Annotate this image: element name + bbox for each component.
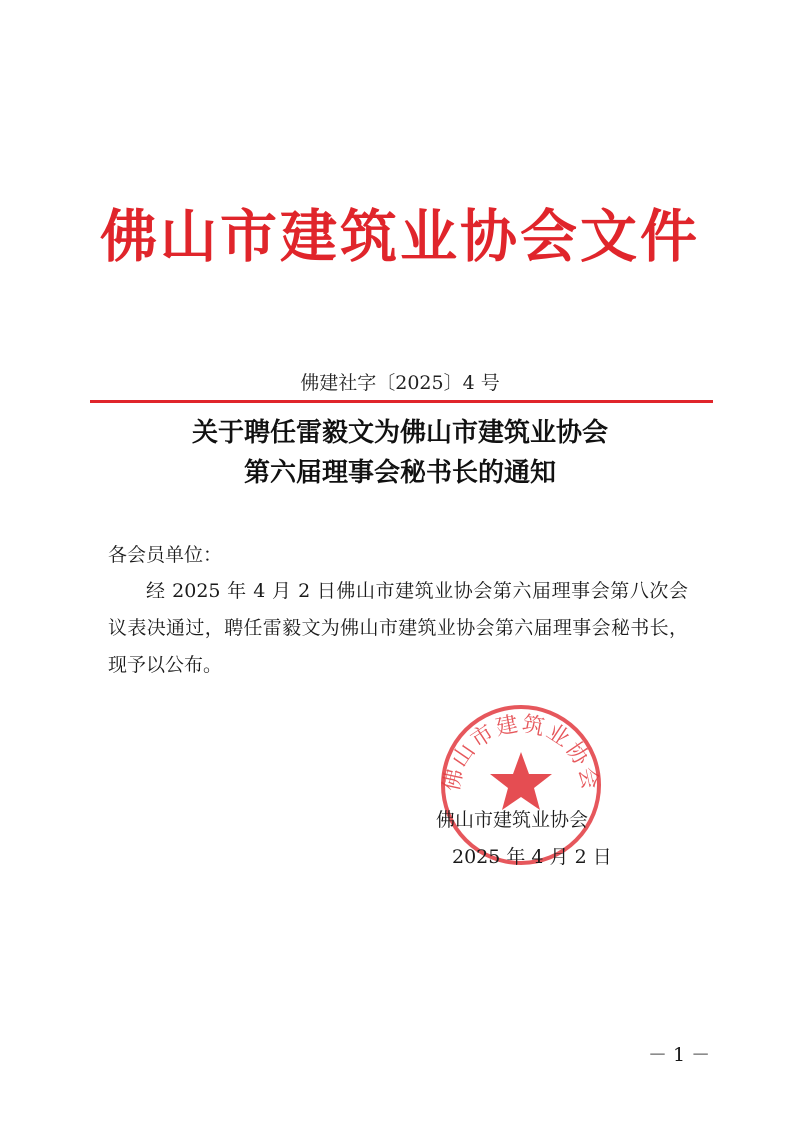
seal-text: 佛山市建筑业协会 <box>439 711 603 794</box>
body-paragraph: 经 2025 年 4 月 2 日佛山市建筑业协会第六届理事会第八次会议表决通过，聘任雷毅文为佛山市建筑业协会第六届理事会秘书长，现予以公布。 <box>108 580 688 676</box>
salutation: 各会员单位： <box>108 544 223 566</box>
signature-date: 2025 年 4 月 2 日 <box>452 846 612 868</box>
document-number: 佛建社字〔2025〕4 号 <box>300 372 500 394</box>
seal-star-icon <box>490 752 552 810</box>
red-divider-line <box>90 400 713 403</box>
notice-title-line-2: 第六届理事会秘书长的通知 <box>243 458 556 488</box>
masthead-title: 佛山市建筑业协会文件 <box>100 203 700 270</box>
signature-organization: 佛山市建筑业协会 <box>436 809 589 831</box>
page-number: － 1 － <box>648 1044 711 1066</box>
notice-title-line-1: 关于聘任雷毅文为佛山市建筑业协会 <box>191 418 608 448</box>
